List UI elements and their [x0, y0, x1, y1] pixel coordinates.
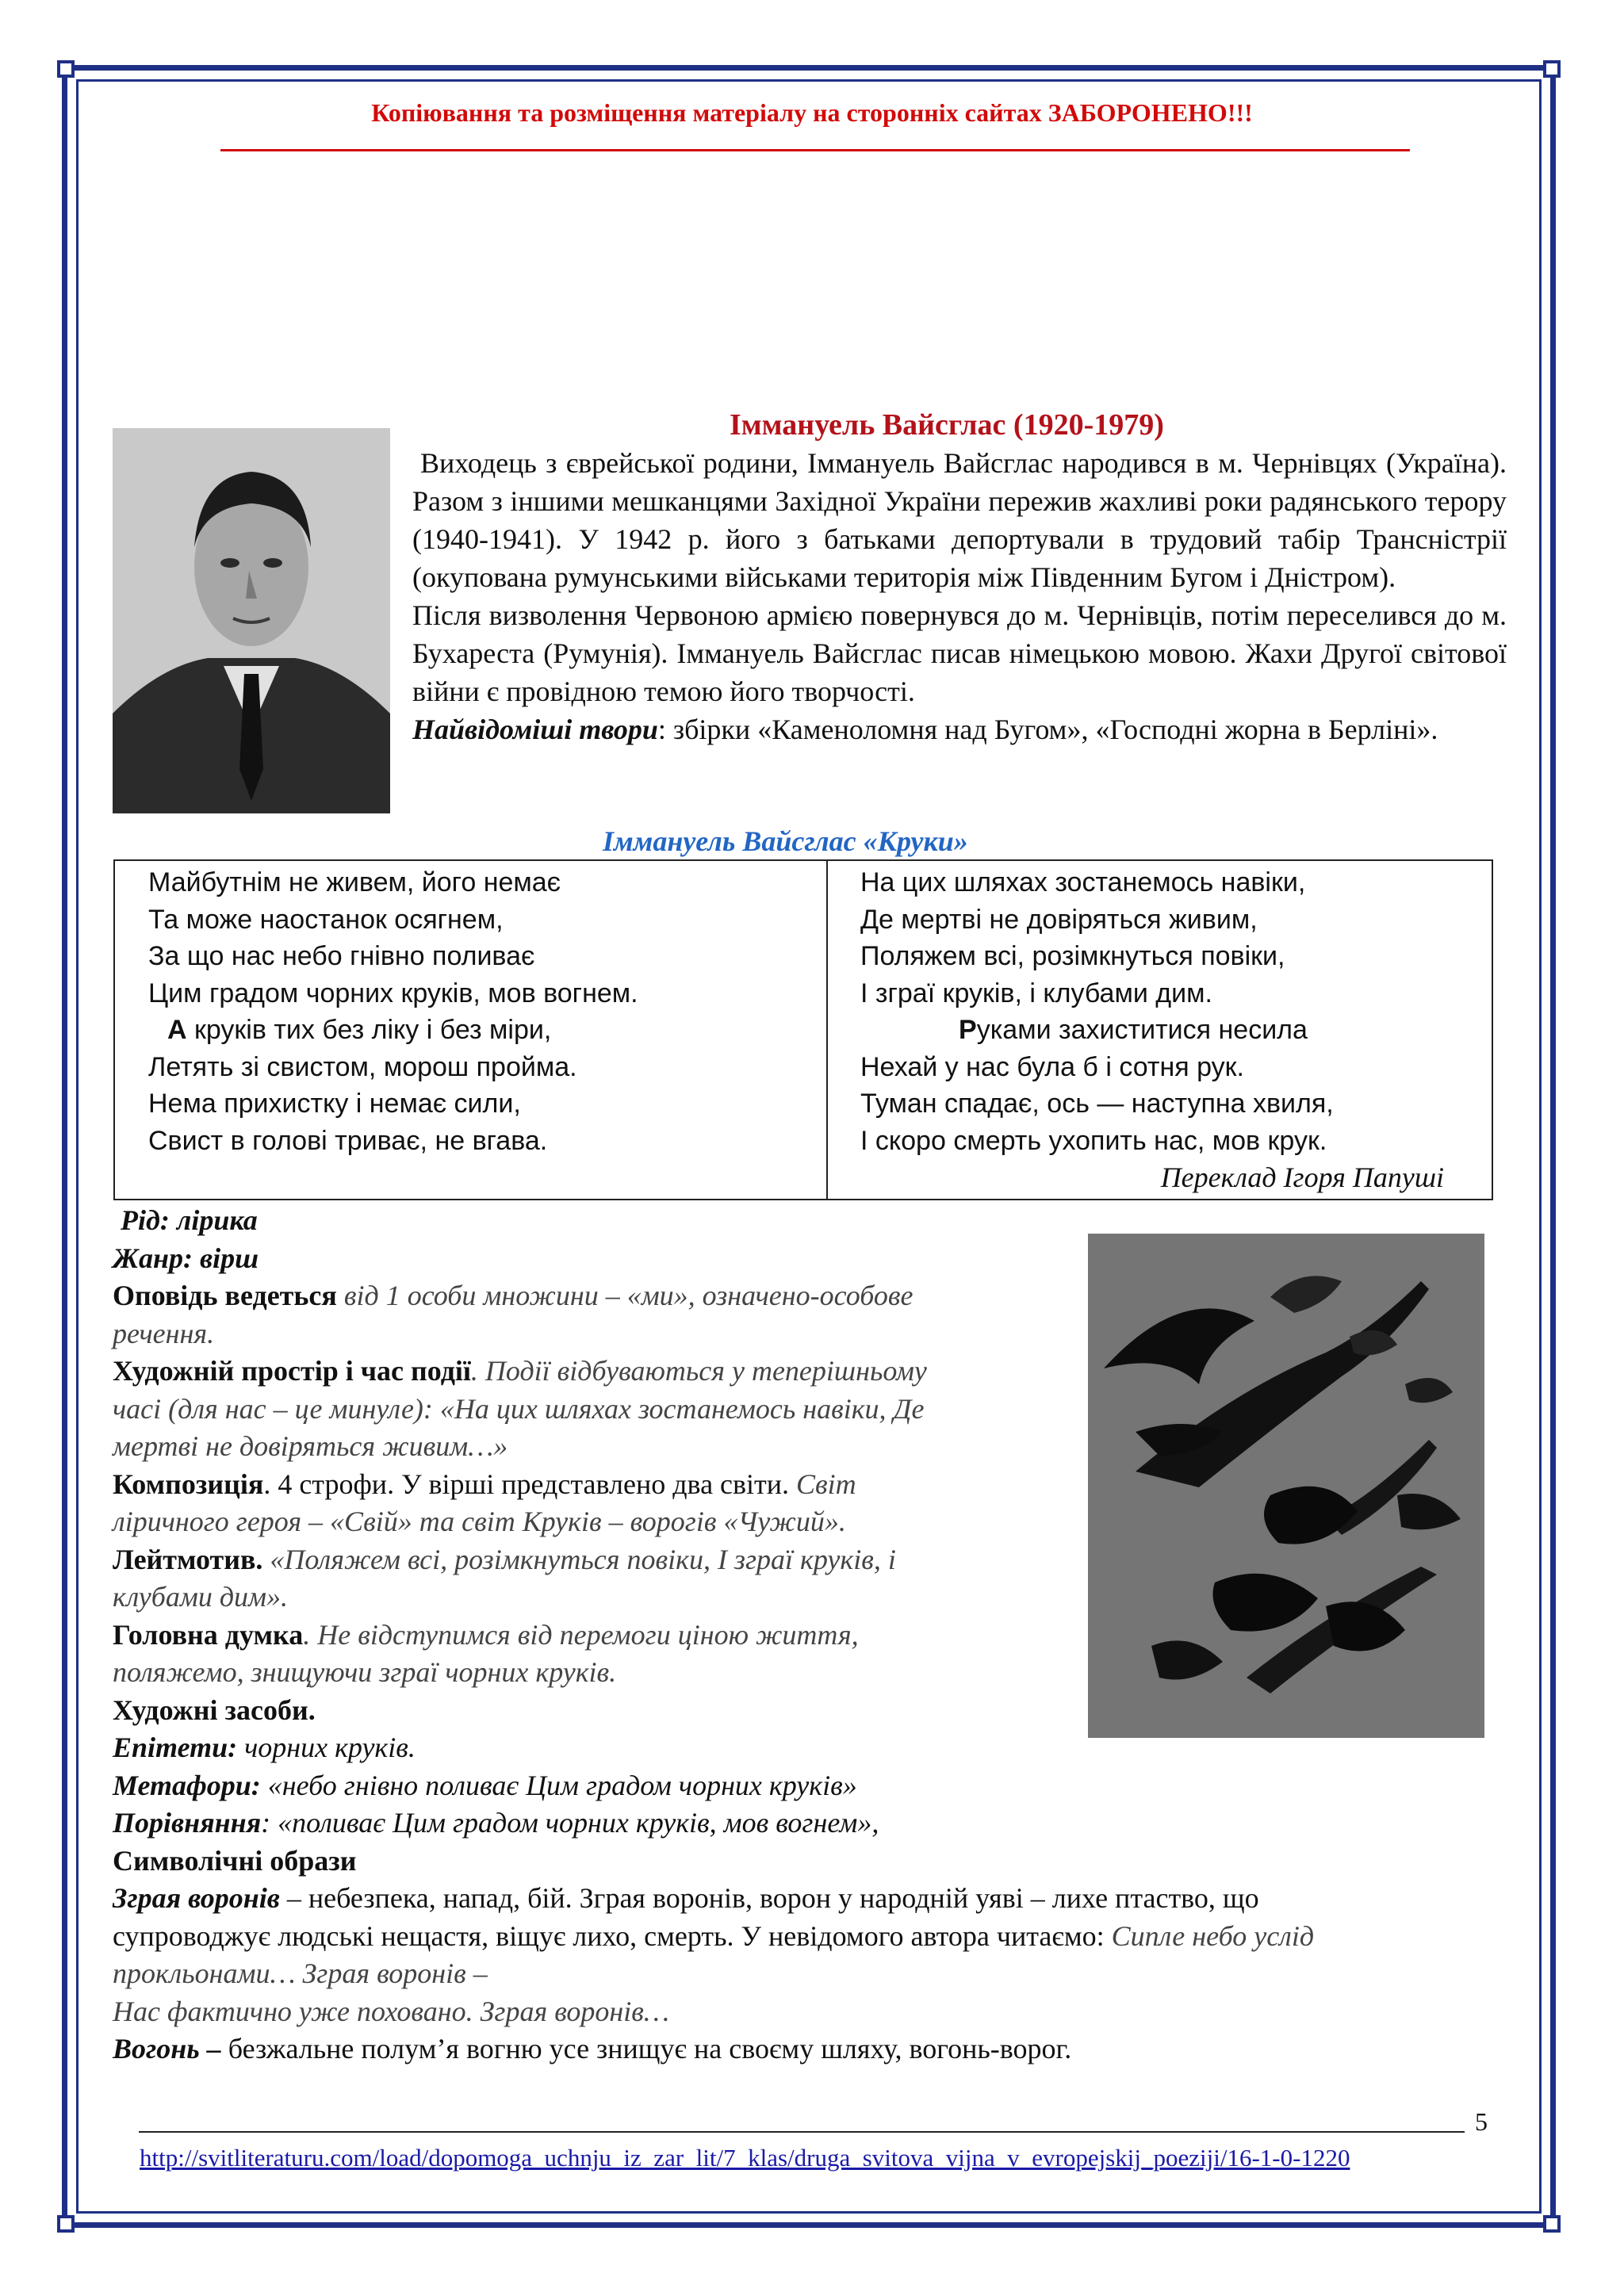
narration-text: від 1 особи множини – «ми», означено-особове: [336, 1280, 914, 1311]
epithets-text: чорних круків.: [237, 1732, 416, 1763]
poem-line: Цим градом чорних круків, мов вогнем.: [148, 978, 638, 1008]
flock-row: [113, 1880, 1314, 1918]
frame-corner: [57, 60, 75, 78]
poem-line: І скоро смерть ухопить нас, мов крук.: [860, 1125, 1327, 1156]
poem-line: Туман спадає, ось — наступна хвиля,: [860, 1089, 1334, 1119]
translator-credit: Переклад Ігоря Папуші: [1160, 1161, 1444, 1193]
frame-corner: [1543, 60, 1561, 78]
page-number: 5: [1475, 2107, 1488, 2136]
author-title: [730, 408, 1164, 442]
author-portrait: [113, 428, 390, 813]
composition-label: Композиція: [113, 1468, 264, 1500]
main-idea-text: . Не відступимся від перемоги ціною життя,: [303, 1618, 859, 1651]
flock-row-2: [113, 1918, 1314, 1956]
poem-line: Поляжем всі, розімкнуться повіки,: [860, 941, 1285, 971]
author-title-text: Іммануель Вайсглас (1920-1979): [730, 408, 1164, 442]
poem-table: [113, 859, 1493, 1200]
poem-line: Летять зі свистом, морош пройма.: [148, 1051, 577, 1082]
leitmotif-label: Лейтмотив.: [113, 1543, 263, 1575]
poem-line: Майбутнім не живем, його немає: [148, 867, 561, 897]
leitmotif-text: «Поляжем всі, розімкнуться повіки, І зграї круків, і: [262, 1543, 896, 1575]
warning-underline: [220, 149, 1410, 151]
narration-label: Оповідь ведеться: [113, 1280, 337, 1311]
works-label: Найвідоміші твори: [412, 714, 658, 745]
poem-right-column: [860, 864, 1334, 1159]
poem-line: За що нас небо гнівно поливає: [148, 941, 535, 971]
space-text: . Події відбуваються у теперішньому: [470, 1355, 927, 1387]
similes-row: [113, 1804, 1314, 1843]
metaphors-label: Метафори:: [113, 1769, 261, 1801]
poem-line: Та може наостанок осягнем,: [148, 904, 504, 935]
crows-illustration: [1088, 1234, 1484, 1738]
author-portrait-drawing: [113, 428, 390, 813]
poem-line: Руками захиститися несила: [959, 1015, 1308, 1045]
flock-row-3: прокльонами… Зграя воронів –: [113, 1957, 488, 1989]
flock-text: – небезпека, напад, бій. Зграя воронів, ворон у народній уяві – лихе птаство, що: [279, 1882, 1259, 1914]
poem-title: Іммануель Вайсглас «Круки»: [603, 825, 968, 857]
works-text: : збірки «Каменоломня над Бугом», «Господні жорна в Берліні».: [657, 714, 1438, 745]
poem-line: На цих шляхах зостанемось навіки,: [860, 867, 1306, 897]
poem-initial-letter: А: [167, 1015, 187, 1045]
space-label: Художній простір і час події: [113, 1355, 471, 1387]
epithets-label: Епітети:: [113, 1732, 238, 1763]
genus-row: Рід: лірика: [121, 1204, 258, 1236]
composition-row-2: ліричного героя – «Свій» та світ Круків – ворогів «Чужий».: [113, 1506, 846, 1537]
poem-column-divider: [826, 861, 828, 1199]
poem-initial-letter: Р: [959, 1015, 977, 1045]
main-idea-row-2: поляжемо, знищуючи зграї чорних круків.: [113, 1656, 617, 1688]
poem-line: Нехай у нас була б і сотня рук.: [860, 1051, 1244, 1082]
frame-corner: [57, 2215, 75, 2233]
fire-row: [113, 2030, 1314, 2068]
poem-line: Де мертві не довіряться живим,: [860, 904, 1258, 935]
frame-corner: [1543, 2215, 1561, 2233]
bio-paragraph-2: Після визволення Червоною армією повернувся до м. Чернівців, потім переселився до м. Бухареста (Румунія). Іммануель Вайсглас писав німецькою мовою. Жахи Другої світової війни є провідною темою його творчості.: [412, 599, 1507, 707]
author-biography: [412, 444, 1507, 748]
footer-rule: [139, 2131, 1465, 2133]
poem-line: І зграї круків, і клубами дим.: [860, 978, 1212, 1008]
poem-line: Нема прихистку і немає сили,: [148, 1089, 521, 1119]
copy-warning: Копіювання та розміщення матеріалу на сторонніх сайтах ЗАБОРОНЕНО!!!: [371, 98, 1253, 127]
flock-text-2: супроводжує людські нещастя, віщує лихо, смерть. У невідомого автора читаємо:: [113, 1919, 1105, 1952]
composition-text-italic: Світ: [789, 1468, 856, 1500]
bio-paragraph-1: Виходець з єврейської родини, Іммануель Вайсглас народився в м. Чернівцях (Україна). Разом з іншими мешканцями Західної України пережив жахливі роки радянського терору (1940-1941). У 1942 р. його з батьками депортували в трудовий табір Трансністрії (окупована румунськими військами територія між Південним Бугом і Дністром).: [412, 447, 1507, 593]
bio-works: [412, 710, 1507, 748]
poem-left-column: [148, 864, 638, 1159]
narration-row-2: речення.: [113, 1317, 215, 1349]
similes-text: : «поливає Цим градом чорних круків, мов вогнем»,: [261, 1807, 879, 1839]
space-row-2: часі (для нас – це минуле): «На цих шляхах зостанемось навіки, Де: [113, 1392, 925, 1425]
composition-text: . 4 строфи. У вірші представлено два світи.: [263, 1468, 790, 1500]
similes-label: Порівняння: [113, 1807, 262, 1839]
genre-row: Жанр: вірш: [113, 1242, 259, 1274]
poem-line: Свист в голові триває, не вгава.: [148, 1125, 548, 1156]
flock-quote: Сипле небо услід: [1104, 1919, 1315, 1952]
fire-text: безжальне полум’я вогню усе знищує на своєму шляху, вогонь-ворог.: [220, 2033, 1072, 2064]
space-row-3: мертві не довіряться живим…»: [113, 1430, 508, 1462]
leitmotif-row-2: клубами дим».: [113, 1581, 289, 1613]
source-link[interactable]: http://svitliteraturu.com/load/dopomoga_uchnju_iz_zar_lit/7_klas/druga_svitova_vijna_v_evropejskij_poeziji/16-1-0-1220: [140, 2144, 1350, 2172]
symbols-heading: Символічні образи: [113, 1844, 357, 1877]
devices-heading: Художні засоби.: [113, 1693, 316, 1726]
flock-label: Зграя воронів: [113, 1882, 280, 1914]
poem-line: А круків тих без ліку і без міри,: [167, 1015, 552, 1045]
flock-row-4: Нас фактично уже поховано. Зграя воронів…: [113, 1995, 669, 2027]
metaphors-text: «небо гнівно поливає Цим градом чорних круків»: [260, 1769, 857, 1801]
crows-illustration-drawing: [1088, 1234, 1484, 1738]
main-idea-label: Головна думка: [113, 1618, 304, 1651]
fire-label: Вогонь –: [113, 2033, 221, 2064]
metaphors-row: [113, 1767, 1314, 1805]
